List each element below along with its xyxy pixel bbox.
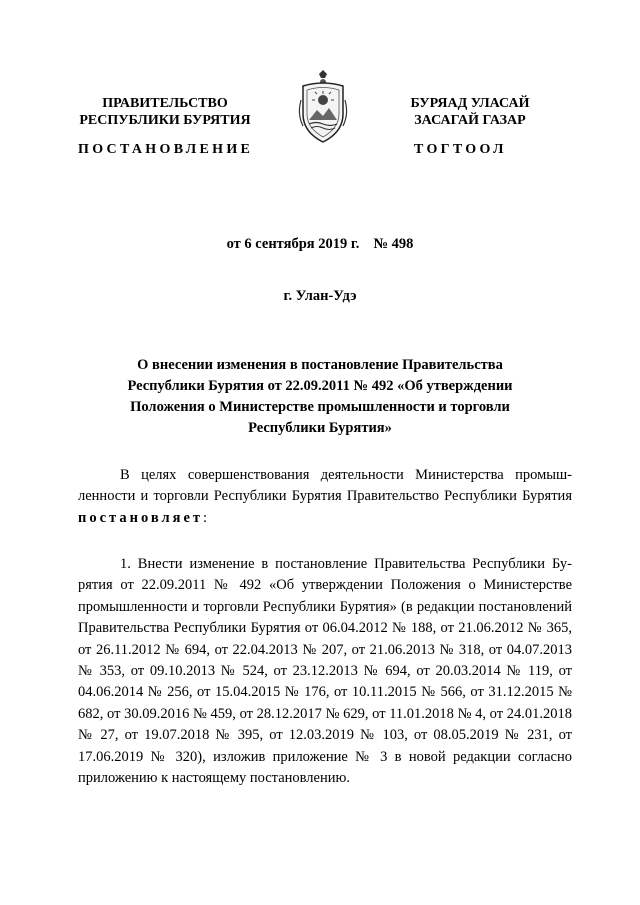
date-and-number [0,236,640,253]
preamble-colon: : [203,509,208,526]
resolves-word: постановляет [78,509,204,526]
clause-1-paragraph: 1. Внести изменение в постановление Правительства Республики Бурятия от 22.09.2011 № 492 «Об утверждении Положения о Министерстве промышленности и торговли Республики Бурятия» (в редакции постановлений Правительства Республики Бурятия от 06.04.2012 № 188, от 21.06.2012 № 365, от 26.11.2012 № 694, от 22.04.2013 № 207, от 21.06.2013 № 318, от 04.07.2013 № 353, от 09.10.2013 № 524, от 23.12.2013 № 694, от 20.03.2014 № 119, от 04.06.2014 № 256, от 15.04.2015 № 176, от 10.11.2015 № 566, от 31.12.2015 № 682, от 30.09.2016 № 459, от 28.12.2017 № 629, от 11.01.2018 № 4, от 24.01.2018 № 27, от 19.07.2018 № 395, от 12.03.2019 № 103, от 08.05.2019 № 231, от 17.06.2019 № 320), изложив приложение № 3 в новой редакции согласно приложению к настоящему постановлению. [78,556,572,787]
issuer-line-2: РЕСПУБЛИКИ БУРЯТИЯ [79,113,251,128]
document-kind-russian: ПОСТАНОВЛЕНИЕ [78,142,254,157]
document-city: г. Улан-Удэ [283,288,357,304]
issuer-buryat-line-1: БУРЯАД УЛАСАЙ [410,96,530,111]
coat-of-arms-icon [297,70,349,148]
document-date: от 6 сентября 2019 г. [226,236,360,252]
issuer-name-russian [60,95,270,129]
document-title: О внесении изменения в постановление Правительства Республики Бурятия от 22.09.2011 № 492 «Об утверждении Положения о Министерстве промышленности и торговли Республики Бурятия» [127,357,513,436]
document-number: № 498 [373,236,414,252]
document-kind-buryat: ТОГТООЛ [414,142,507,157]
preamble-text: В целях совершенствования деятельности Министерства промышленности и торговли Республики Бурятия Правительство Республики Бурятия [78,467,572,505]
issuer-name-buryat [370,95,570,129]
issuer-line-1: ПРАВИТЕЛЬСТВО [102,96,228,111]
issuer-buryat-line-2: ЗАСАГАЙ ГАЗАР [414,113,526,128]
preamble-paragraph [78,465,572,529]
